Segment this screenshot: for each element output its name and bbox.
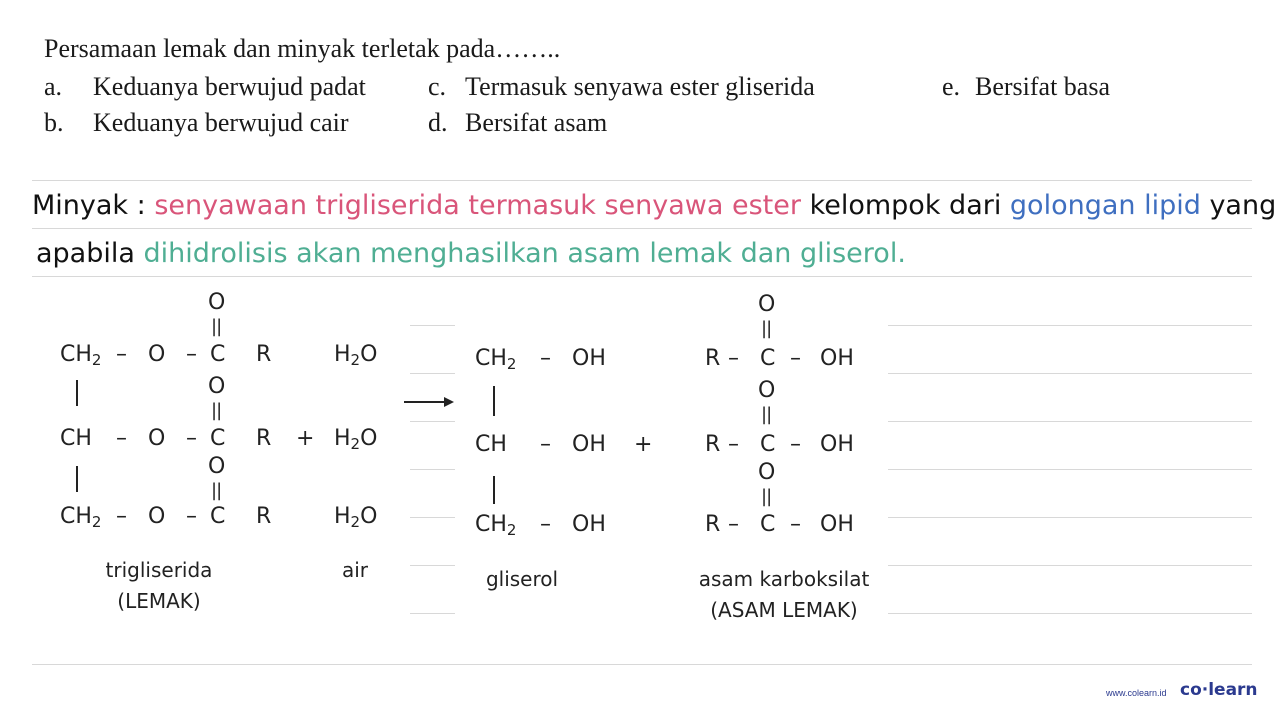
bond-dash: – [790,432,801,457]
carbonyl-carbon: C [210,504,226,529]
label-air: air [341,558,369,582]
carbonyl-carbon: C [760,432,776,457]
double-bond: || [761,404,772,425]
plus-sign: + [634,432,653,457]
reaction-arrow-icon [402,392,456,412]
rule-line [888,613,1252,614]
double-bond: || [211,316,222,337]
option-c-letter: c. [428,72,447,101]
bond-dash: – [116,342,127,367]
carbonyl-carbon: C [760,512,776,537]
option-b-text: Keduanya berwujud cair [93,108,349,137]
explanation-lipid: golongan lipid [1009,190,1201,221]
explanation-apabila: apabila [36,238,144,269]
explanation-yang: yang [1200,190,1277,221]
ch-group: CH [60,426,92,451]
bond-dash: – [116,504,127,529]
rule-line [410,421,455,422]
bond-dash: – [186,342,197,367]
bond-dash: – [728,512,739,537]
rule-line [32,664,1252,665]
bond-dash: – [790,346,801,371]
single-bond-vertical [493,476,495,504]
carbonyl-oxygen: O [758,378,776,403]
rule-line [410,565,455,566]
ch2-group: $CH_2$ [60,342,102,369]
label-gliserol: gliserol [485,567,559,591]
hydroxyl-group: OH [820,432,854,457]
single-bond-vertical [76,380,78,406]
plus-sign: + [296,426,315,451]
ester-oxygen: O [148,426,166,451]
water: $H_2O$ [334,504,378,531]
rule-line [888,469,1252,470]
single-bond-vertical [76,466,78,492]
explanation-trigliserida: senyawaan trigliserida termasuk senyawa ester [154,190,801,221]
hydroxyl-group: OH [572,346,606,371]
bond-dash: – [790,512,801,537]
bond-dash: – [728,346,739,371]
ch2-group: $CH_2$ [475,512,517,539]
carbonyl-oxygen: O [208,454,226,479]
rule-line [410,613,455,614]
label-asam-karboksilat: asam karboksilat [698,567,870,591]
hydroxyl-group: OH [572,512,606,537]
label-lemak: (LEMAK) [117,589,201,613]
colearn-logo: co·learn [1180,680,1258,700]
r-group: R [705,512,721,537]
carbonyl-oxygen: O [208,290,226,315]
r-group: R [256,342,272,367]
rule-line [32,276,1252,277]
double-bond: || [761,486,772,507]
carbonyl-carbon: C [210,342,226,367]
single-bond-vertical [493,386,495,416]
ch-group: CH [475,432,507,457]
option-a-letter: a. [44,72,63,101]
carbonyl-oxygen: O [758,460,776,485]
hydroxyl-group: OH [820,346,854,371]
bond-dash: – [540,512,551,537]
bond-dash: – [540,346,551,371]
rule-line [888,565,1252,566]
option-d-letter: d. [428,108,448,137]
explanation-minyak: Minyak : [32,190,155,221]
option-c-text: Termasuk senyawa ester gliserida [465,72,815,101]
bond-dash: – [186,426,197,451]
ester-oxygen: O [148,342,166,367]
bond-dash: – [116,426,127,451]
question-stem: Persamaan lemak dan minyak terletak pada…….. [44,34,561,63]
bond-dash: – [186,504,197,529]
option-a-text: Keduanya berwujud padat [93,72,366,101]
explanation-line-2 [36,238,906,269]
carbonyl-oxygen: O [758,292,776,317]
ch2-group: $CH_2$ [475,346,517,373]
double-bond: || [761,318,772,339]
option-e-text: Bersifat basa [975,72,1111,101]
carbonyl-oxygen: O [208,374,226,399]
rule-line [32,228,1252,229]
hydroxyl-group: OH [820,512,854,537]
option-b-letter: b. [44,108,64,137]
explanation-kelompok: kelompok dari [800,190,1010,221]
explanation-line-1 [32,190,1276,221]
rule-line [410,325,455,326]
ch2-group: $CH_2$ [60,504,102,531]
rule-line [410,373,455,374]
carbonyl-carbon: C [760,346,776,371]
rule-line [888,325,1252,326]
carbonyl-carbon: C [210,426,226,451]
option-e-letter: e. [942,72,961,101]
rule-line [32,180,1252,181]
r-group: R [705,432,721,457]
double-bond: || [211,480,222,501]
r-group: R [256,426,272,451]
rule-line [888,373,1252,374]
r-group: R [705,346,721,371]
bond-dash: – [540,432,551,457]
hydroxyl-group: OH [572,432,606,457]
double-bond: || [211,400,222,421]
rule-line [410,517,455,518]
water: $H_2O$ [334,426,378,453]
rule-line [410,469,455,470]
explanation-hidrolisis: dihidrolisis akan menghasilkan asam lemak dan gliserol. [143,238,906,269]
water: $H_2O$ [334,342,378,369]
bond-dash: – [728,432,739,457]
rule-line [888,517,1252,518]
r-group: R [256,504,272,529]
option-d-text: Bersifat asam [465,108,608,137]
rule-line [888,421,1252,422]
ester-oxygen: O [148,504,166,529]
label-asam-lemak: (ASAM LEMAK) [710,598,858,622]
brand-url: www.colearn.id [1106,688,1167,698]
label-triglyceride: trigliserida [105,558,213,582]
